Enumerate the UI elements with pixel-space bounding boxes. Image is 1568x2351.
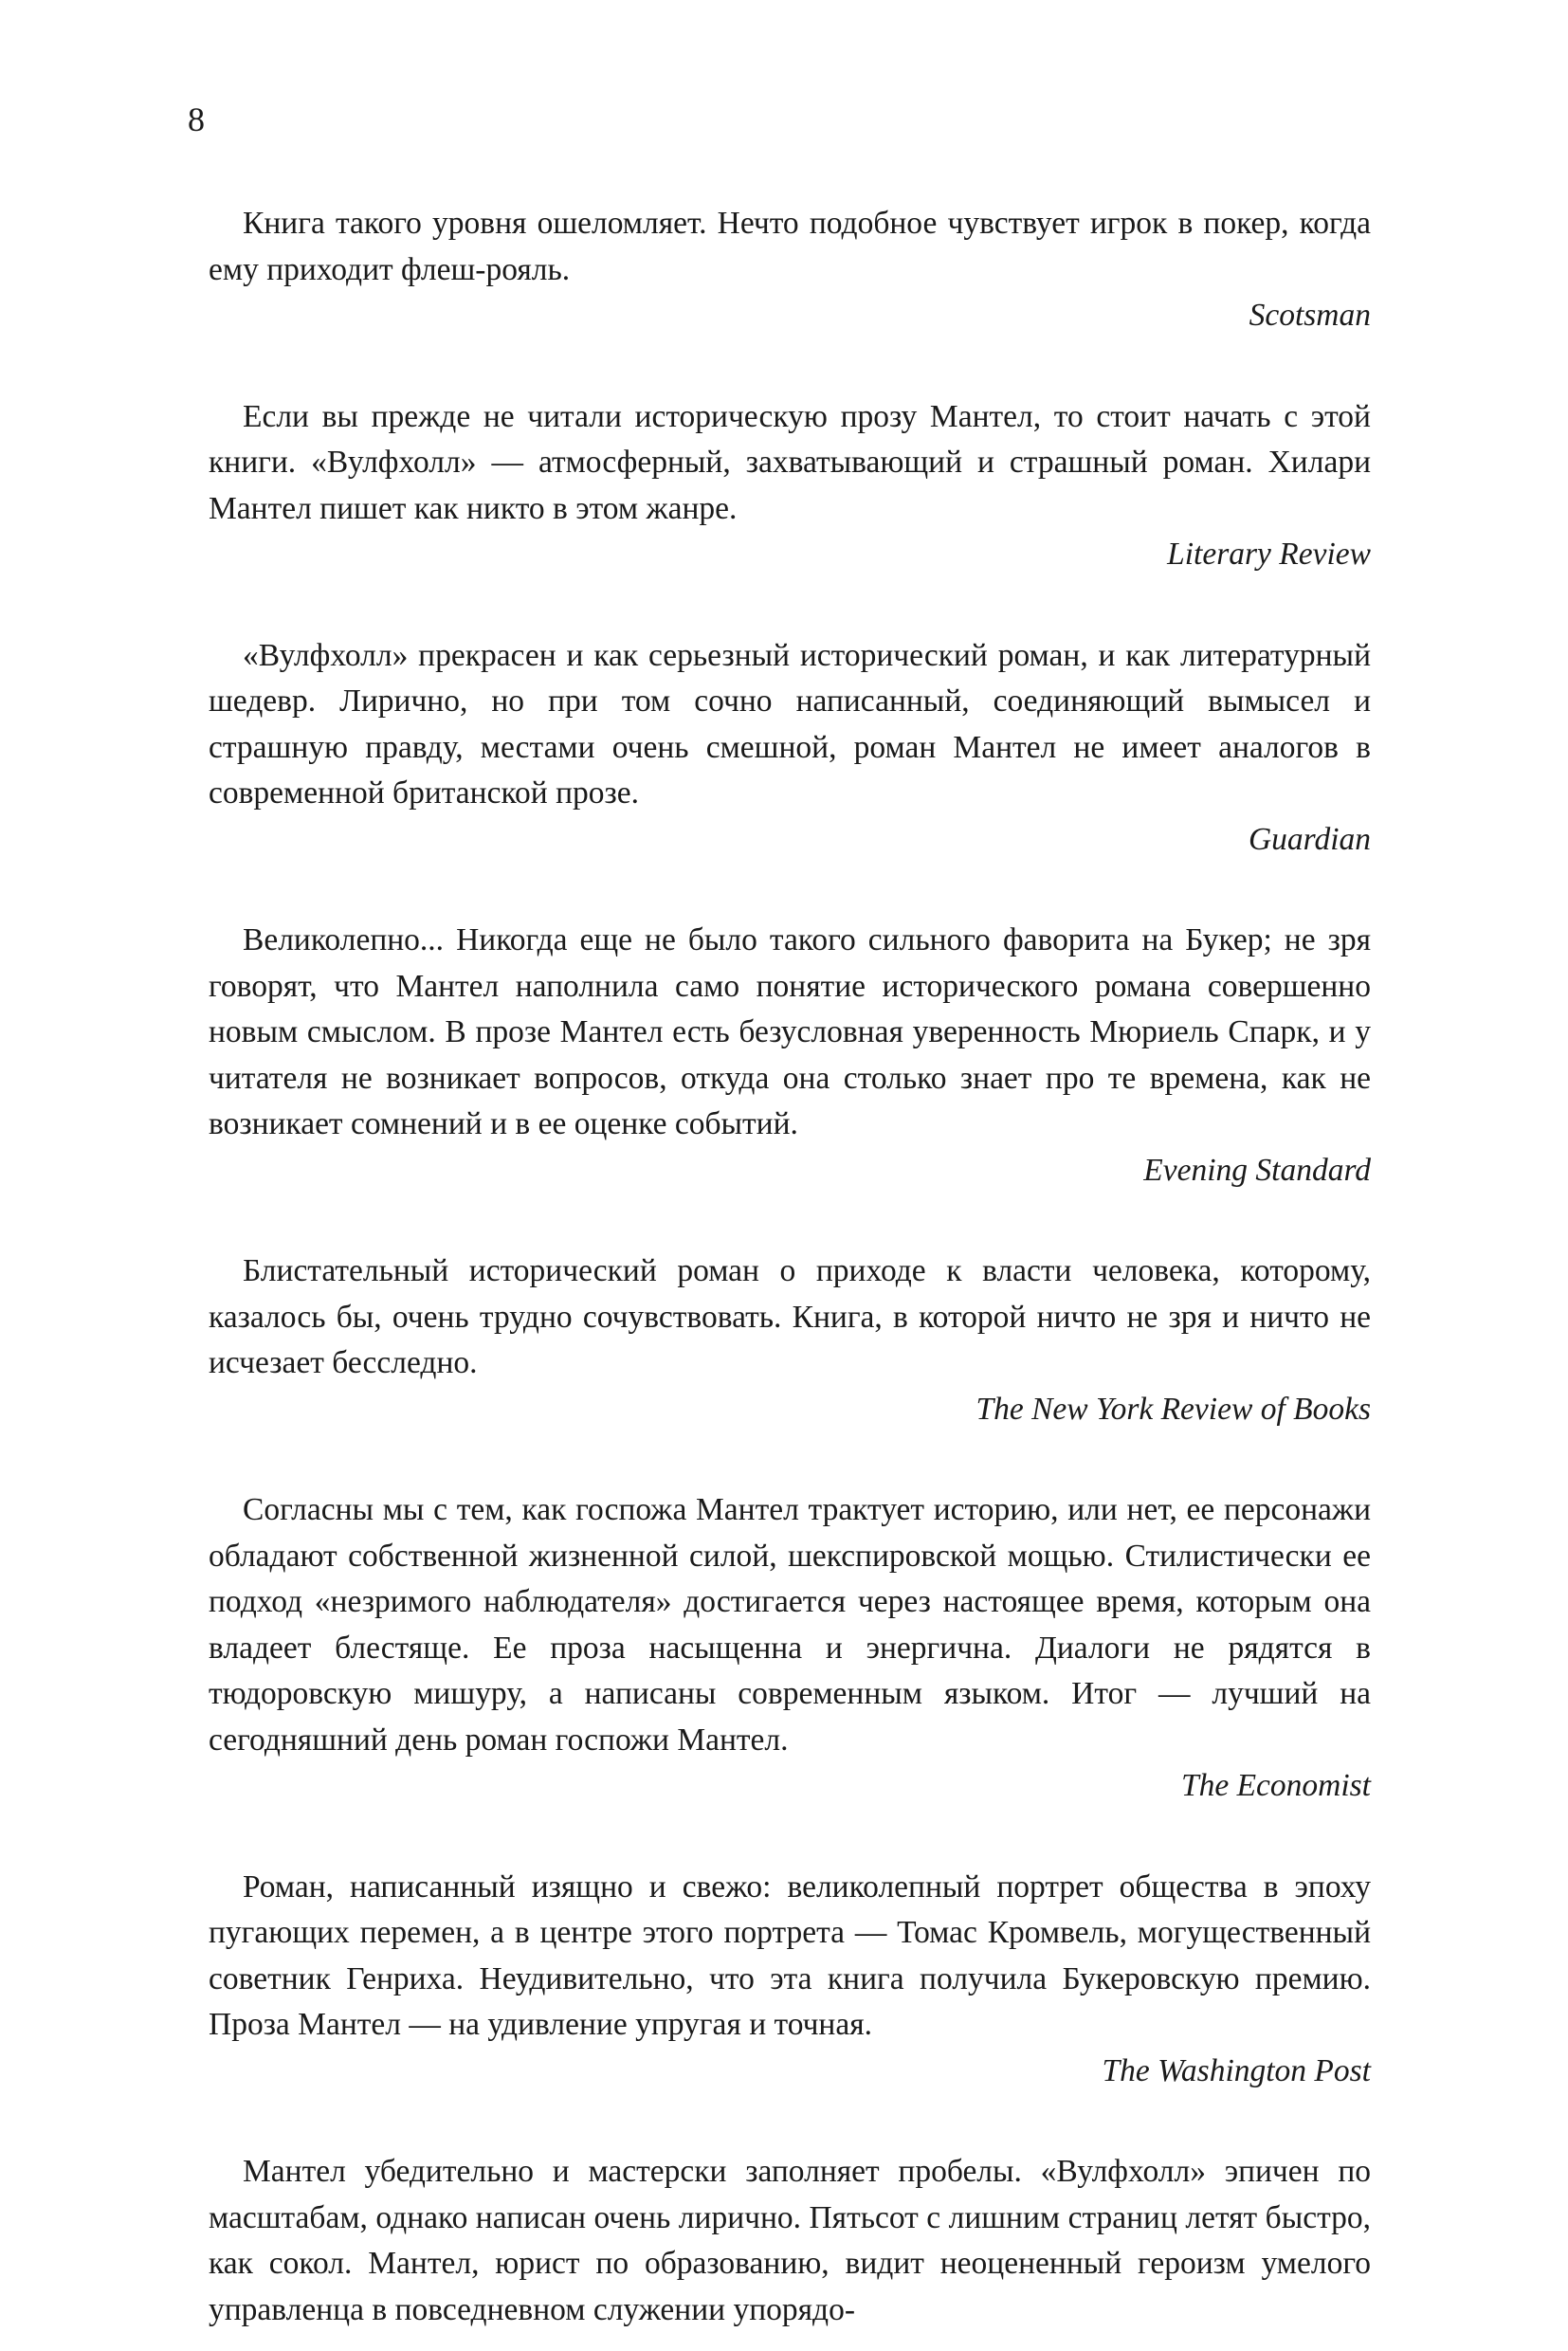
- review-source: Evening Standard: [1143, 1152, 1371, 1188]
- review-economist: [209, 1487, 1371, 1810]
- review-guardian: [209, 633, 1371, 864]
- review-text: Блистательный исторический роман о приходе к власти человека, которому, казалось бы, очень трудно сочувствовать. Книга, в которой ничто не зря и ничто не исчезает бесследно.: [209, 1253, 1371, 1380]
- review-literary-review: [209, 394, 1371, 578]
- review-washington-post: [209, 1865, 1371, 2095]
- review-source: Literary Review: [1167, 537, 1371, 572]
- review-text: Если вы прежде не читали историческую прозу Мантел, то стоит начать с этой книги. «Вулфхолл» — атмосферный, захватывающий и страшный роман. Хилари Мантел пишет как никто в этом жанре.: [209, 398, 1371, 526]
- review-new-york-review-of-books: [209, 1248, 1371, 1432]
- review-source: Guardian: [1248, 821, 1371, 857]
- review-text: Мантел убедительно и мастерски заполняет пробелы. «Вулфхолл» эпичен по масштабам, однако написан очень лирично. Пятьсот с лишним страниц летят быстро, как сокол. Мантел, юрист по образованию, видит неоцененный героизм умелого управленца в повседневном служении упорядо-: [209, 2154, 1371, 2327]
- review-text: «Вулфхолл» прекрасен и как серьезный исторический роман, и как литературный шедевр. Лирично, но при том сочно написанный, соединяющий вымысел и страшную правду, местами очень смешной, роман Мантел не имеет аналогов в современной британской прозе.: [209, 637, 1371, 811]
- review-source: The Economist: [1180, 1768, 1371, 1803]
- review-text: Согласны мы с тем, как госпожа Мантел трактует историю, или нет, ее персонажи обладают собственной жизненной силой, шекспировской мощью. Стилистически ее подход «незримого наблюдателя» достигается через настоящее время, которым она владеет блестяще. Ее проза насыщенна и энергична. Диалоги не рядятся в тюдоровскую мишуру, а написаны современным языком. Итог — лучший на сегодняшний день роман госпожи Мантел.: [209, 1492, 1371, 1758]
- review-source: Scotsman: [1249, 298, 1371, 333]
- review-source: The Washington Post: [1102, 2052, 1371, 2088]
- page-number: 8: [188, 100, 205, 138]
- review-text: Роман, написанный изящно и свежо: великолепный портрет общества в эпоху пугающих перемен, а в центре этого портрета — Томас Кромвель, могущественный советник Генриха. Неудивительно, что эта книга получила Букеровскую премию. Проза Мантел — на удивление упругая и точная.: [209, 1868, 1371, 2042]
- review-text: Книга такого уровня ошеломляет. Нечто подобное чувствует игрок в покер, когда ему приходит флеш-рояль.: [209, 206, 1371, 287]
- review-evening-standard: [209, 918, 1371, 1194]
- review-text: Великолепно... Никогда еще не было такого сильного фаворита на Букер; не зря говорят, что Мантел наполнила само понятие исторического романа совершенно новым смыслом. В прозе Мантел есть безусловная уверенность Мюриель Спарк, и у читателя не возникает вопросов, откуда она столько знает про те времена, как не возникает сомнений и в ее оценке событий.: [209, 922, 1371, 1141]
- reviews-list: [209, 201, 1371, 2333]
- review-scotsman: [209, 201, 1371, 339]
- review-continued: [209, 2149, 1371, 2333]
- review-source: The New York Review of Books: [975, 1391, 1371, 1427]
